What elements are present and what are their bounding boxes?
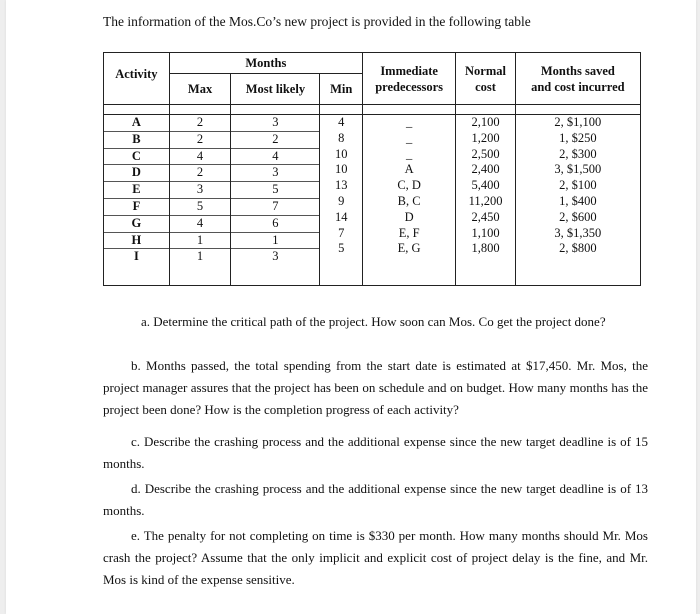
table-cell: 1,100 xyxy=(471,225,500,240)
table-cell: 9 xyxy=(338,193,345,208)
header-saved-line2: and cost incurred xyxy=(531,79,625,94)
table-cell: 5 xyxy=(170,199,231,216)
table-cell: 2 xyxy=(170,115,231,132)
table-cell: 3 xyxy=(170,182,231,199)
table-cell: 6 xyxy=(231,216,319,233)
table-cell: E, F xyxy=(398,225,420,240)
table-cell: 1, $250 xyxy=(559,130,597,145)
table-cell: 2, $600 xyxy=(559,209,597,224)
table-cell: 10 xyxy=(334,146,348,161)
table-cell: 8 xyxy=(338,130,345,145)
table-cell: 2,400 xyxy=(471,162,500,177)
table-cell: 1,200 xyxy=(471,130,500,145)
table-cell: 2 xyxy=(170,132,231,149)
table-cell: C xyxy=(104,149,169,166)
table-cell: 4 xyxy=(338,115,345,129)
table-cell: 3 xyxy=(231,115,319,132)
table-cell: 7 xyxy=(231,199,319,216)
table-cell: E xyxy=(104,182,169,199)
table-cell: 4 xyxy=(170,216,231,233)
header-min: Min xyxy=(320,74,362,105)
table-cell: 10 xyxy=(334,162,348,177)
table-cell: 3, $1,500 xyxy=(554,162,602,177)
table-cell: A xyxy=(104,115,169,132)
table-cell: 2,100 xyxy=(471,115,500,129)
table-cell: 2, $800 xyxy=(559,241,597,256)
header-saved-line1: Months saved xyxy=(540,63,615,78)
table-cell: 4 xyxy=(170,149,231,166)
table-cell: 1 xyxy=(231,233,319,250)
table-cell: C, D xyxy=(397,178,421,193)
table-cell: 2, $100 xyxy=(559,178,597,193)
months-saved-column xyxy=(516,115,640,257)
predecessors-column xyxy=(363,115,455,257)
question-e: e. The penalty for not completing on time is $330 per month. How many months should Mr. Mos crash the project? Assume that the only implicit and explicit cost of project delay is the fine, and Mr. Mos is kind of the expense sensitive. xyxy=(103,528,648,587)
table-cell: D xyxy=(404,209,414,224)
table-cell: _ xyxy=(406,115,413,129)
table-cell: 3, $1,350 xyxy=(554,225,602,240)
table-cell: G xyxy=(104,216,169,233)
table-cell: A xyxy=(404,162,414,177)
header-months: Months xyxy=(169,53,362,74)
table-cell: 1 xyxy=(196,249,204,264)
header-cost-line1: Normal xyxy=(465,63,506,78)
table-cell: 3 xyxy=(231,165,319,182)
header-max: Max xyxy=(169,74,231,105)
table-cell: 5,400 xyxy=(471,178,500,193)
most-likely-column xyxy=(231,115,319,265)
table-cell: 1 xyxy=(170,233,231,250)
table-cell: 2 xyxy=(231,132,319,149)
question-a: a. Determine the critical path of the project. How soon can Mos. Co get the project done? xyxy=(141,314,606,329)
header-predecessors-line2: predecessors xyxy=(375,79,444,94)
header-cost-line2: cost xyxy=(475,79,496,94)
table-cell: 2,450 xyxy=(471,209,500,224)
header-activity: Activity xyxy=(104,53,170,105)
table-cell: I xyxy=(133,249,139,264)
project-table xyxy=(103,52,641,286)
question-b: b. Months passed, the total spending from the start date is estimated at $17,450. Mr. Mos, the project manager assures that the project has been on schedule and on budget. How many months has the project been done? How is the completion progress of each activity? xyxy=(103,358,648,417)
table-cell: 5 xyxy=(231,182,319,199)
table-cell: 11,200 xyxy=(468,193,503,208)
table-cell: 2,500 xyxy=(471,146,500,161)
table-cell: 2, $300 xyxy=(559,146,597,161)
header-months-saved xyxy=(515,53,640,105)
question-c: c. Describe the crashing process and the additional expense since the new target deadline is of 15 months. xyxy=(103,434,648,471)
max-column xyxy=(170,115,231,265)
intro-text: The information of the Mos.Co’s new project is provided in the following table xyxy=(103,14,531,29)
table-cell: 2, $1,100 xyxy=(554,115,602,129)
table-cell: 1,800 xyxy=(471,241,500,256)
header-most-likely: Most likely xyxy=(231,74,320,105)
header-predecessors-line1: Immediate xyxy=(380,63,438,78)
activity-column xyxy=(104,115,169,265)
table-cell: B xyxy=(104,132,169,149)
table-cell: 14 xyxy=(334,209,348,224)
table-cell: D xyxy=(104,165,169,182)
table-cell: 7 xyxy=(338,225,345,240)
header-normal-cost xyxy=(456,53,515,105)
table-cell: _ xyxy=(406,146,413,161)
table-cell: B, C xyxy=(397,193,421,208)
table-cell: 13 xyxy=(334,178,348,193)
table-cell: 3 xyxy=(272,249,279,264)
table-cell: 4 xyxy=(231,149,319,166)
table-cell: 2 xyxy=(170,165,231,182)
table-cell: H xyxy=(104,233,169,250)
normal-cost-column xyxy=(456,115,514,257)
table-cell: 1, $400 xyxy=(559,193,597,208)
document-page xyxy=(6,0,696,614)
question-d: d. Describe the crashing process and the additional expense since the new target deadline is of 13 months. xyxy=(103,481,648,518)
table-cell: F xyxy=(104,199,169,216)
header-predecessors xyxy=(362,53,455,105)
min-column xyxy=(320,115,361,257)
table-cell: _ xyxy=(406,130,413,145)
table-cell: E, G xyxy=(397,241,421,256)
table-cell: 5 xyxy=(338,241,345,256)
